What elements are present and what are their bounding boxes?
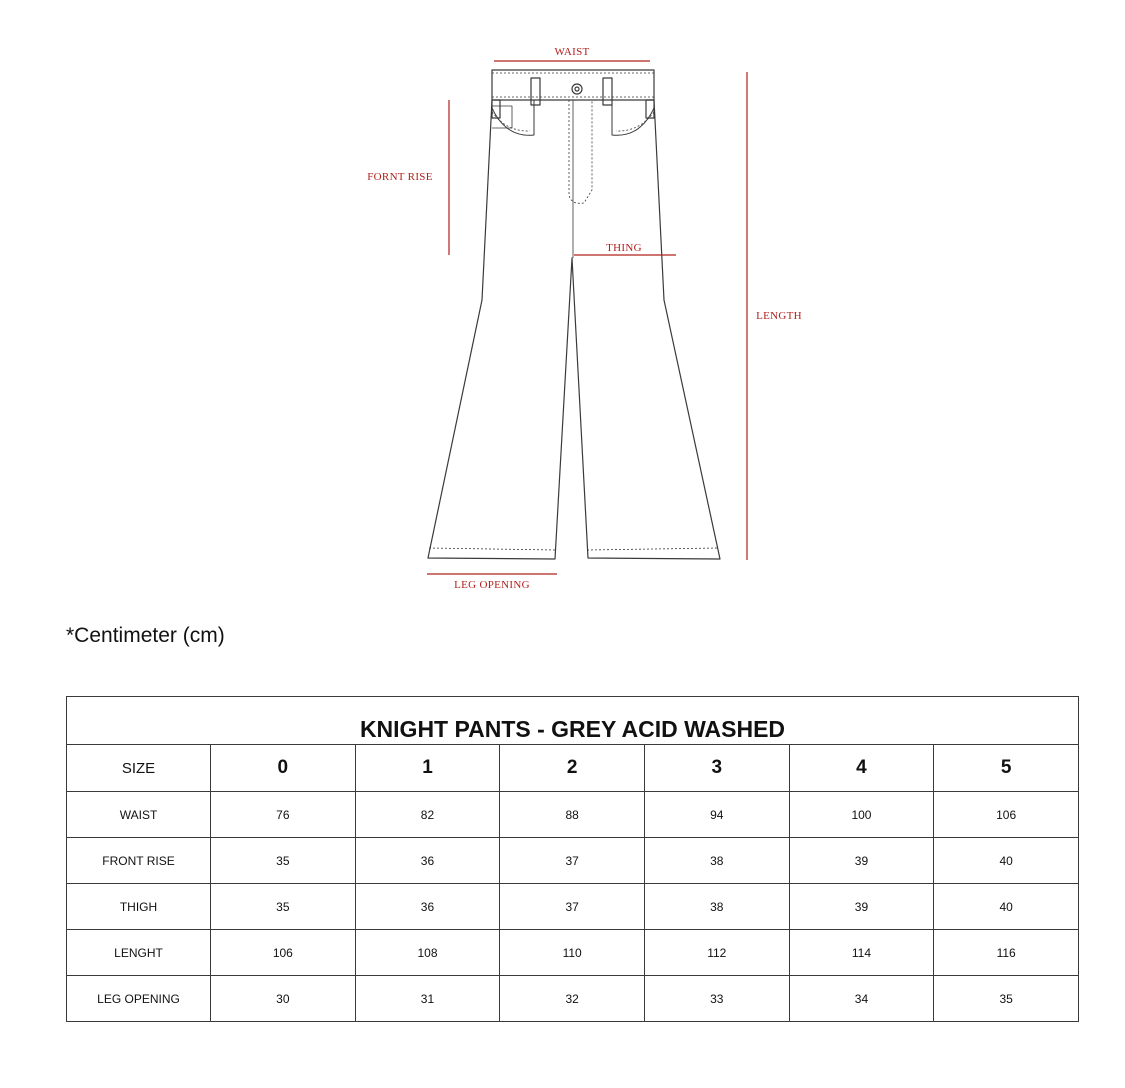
table-row-waist xyxy=(67,792,1079,838)
table-cell: 114 xyxy=(789,930,934,976)
size-header-cell: 3 xyxy=(644,745,789,792)
table-cell: 35 xyxy=(211,884,356,930)
table-cell: 36 xyxy=(355,838,500,884)
thigh-label: THING xyxy=(606,242,642,254)
table-cell: 106 xyxy=(934,792,1079,838)
table-cell: 33 xyxy=(644,976,789,1022)
table-cell: 30 xyxy=(211,976,356,1022)
waistband xyxy=(492,70,654,100)
size-chart-table xyxy=(66,696,1079,1022)
table-cell: 35 xyxy=(934,976,1079,1022)
row-label: FRONT RISE xyxy=(67,838,211,884)
table-cell: 38 xyxy=(644,884,789,930)
table-cell: 40 xyxy=(934,884,1079,930)
table-cell: 94 xyxy=(644,792,789,838)
table-cell: 31 xyxy=(355,976,500,1022)
length-label: LENGTH xyxy=(756,310,802,322)
table-row-leg-opening xyxy=(67,976,1079,1022)
table-title: KNIGHT PANTS - GREY ACID WASHED xyxy=(67,697,1079,745)
belt-loop-right xyxy=(603,78,612,105)
table-cell: 40 xyxy=(934,838,1079,884)
front-rise-label: FORNT RISE xyxy=(367,171,433,183)
pants-body xyxy=(428,100,720,559)
table-cell: 39 xyxy=(789,884,934,930)
belt-loop-left xyxy=(531,78,540,105)
row-label: THIGH xyxy=(67,884,211,930)
table-cell: 100 xyxy=(789,792,934,838)
hem-right xyxy=(587,548,719,550)
table-cell: 36 xyxy=(355,884,500,930)
table-cell: 37 xyxy=(500,884,645,930)
table-cell: 112 xyxy=(644,930,789,976)
size-header-cell: 0 xyxy=(211,745,356,792)
button-icon xyxy=(572,84,582,94)
size-header-cell: 5 xyxy=(934,745,1079,792)
size-header-label: SIZE xyxy=(67,745,211,792)
table-cell: 108 xyxy=(355,930,500,976)
table-cell: 110 xyxy=(500,930,645,976)
coin-pocket xyxy=(492,106,512,128)
table-row-thigh xyxy=(67,884,1079,930)
unit-note: *Centimeter (cm) xyxy=(66,624,225,647)
table-cell: 82 xyxy=(355,792,500,838)
table-cell: 39 xyxy=(789,838,934,884)
fly xyxy=(569,100,592,203)
size-header-cell: 1 xyxy=(355,745,500,792)
table-row-front-rise xyxy=(67,838,1079,884)
table-cell: 34 xyxy=(789,976,934,1022)
dimension-lines xyxy=(427,61,747,574)
table-cell: 32 xyxy=(500,976,645,1022)
table-cell: 106 xyxy=(211,930,356,976)
pants-illustration xyxy=(428,70,720,559)
row-label: LENGHT xyxy=(67,930,211,976)
table-cell: 88 xyxy=(500,792,645,838)
table-title-row xyxy=(67,697,1079,745)
size-header-row xyxy=(67,745,1079,792)
waist-label: WAIST xyxy=(554,46,590,58)
size-header-cell: 4 xyxy=(789,745,934,792)
table-cell: 37 xyxy=(500,838,645,884)
table-cell: 116 xyxy=(934,930,1079,976)
table-cell: 76 xyxy=(211,792,356,838)
leg-opening-label: LEG OPENING xyxy=(454,579,530,591)
table-cell: 38 xyxy=(644,838,789,884)
row-label: WAIST xyxy=(67,792,211,838)
row-label: LEG OPENING xyxy=(67,976,211,1022)
table-row-length xyxy=(67,930,1079,976)
table-cell: 35 xyxy=(211,838,356,884)
size-header-cell: 2 xyxy=(500,745,645,792)
hem-left xyxy=(429,548,556,550)
